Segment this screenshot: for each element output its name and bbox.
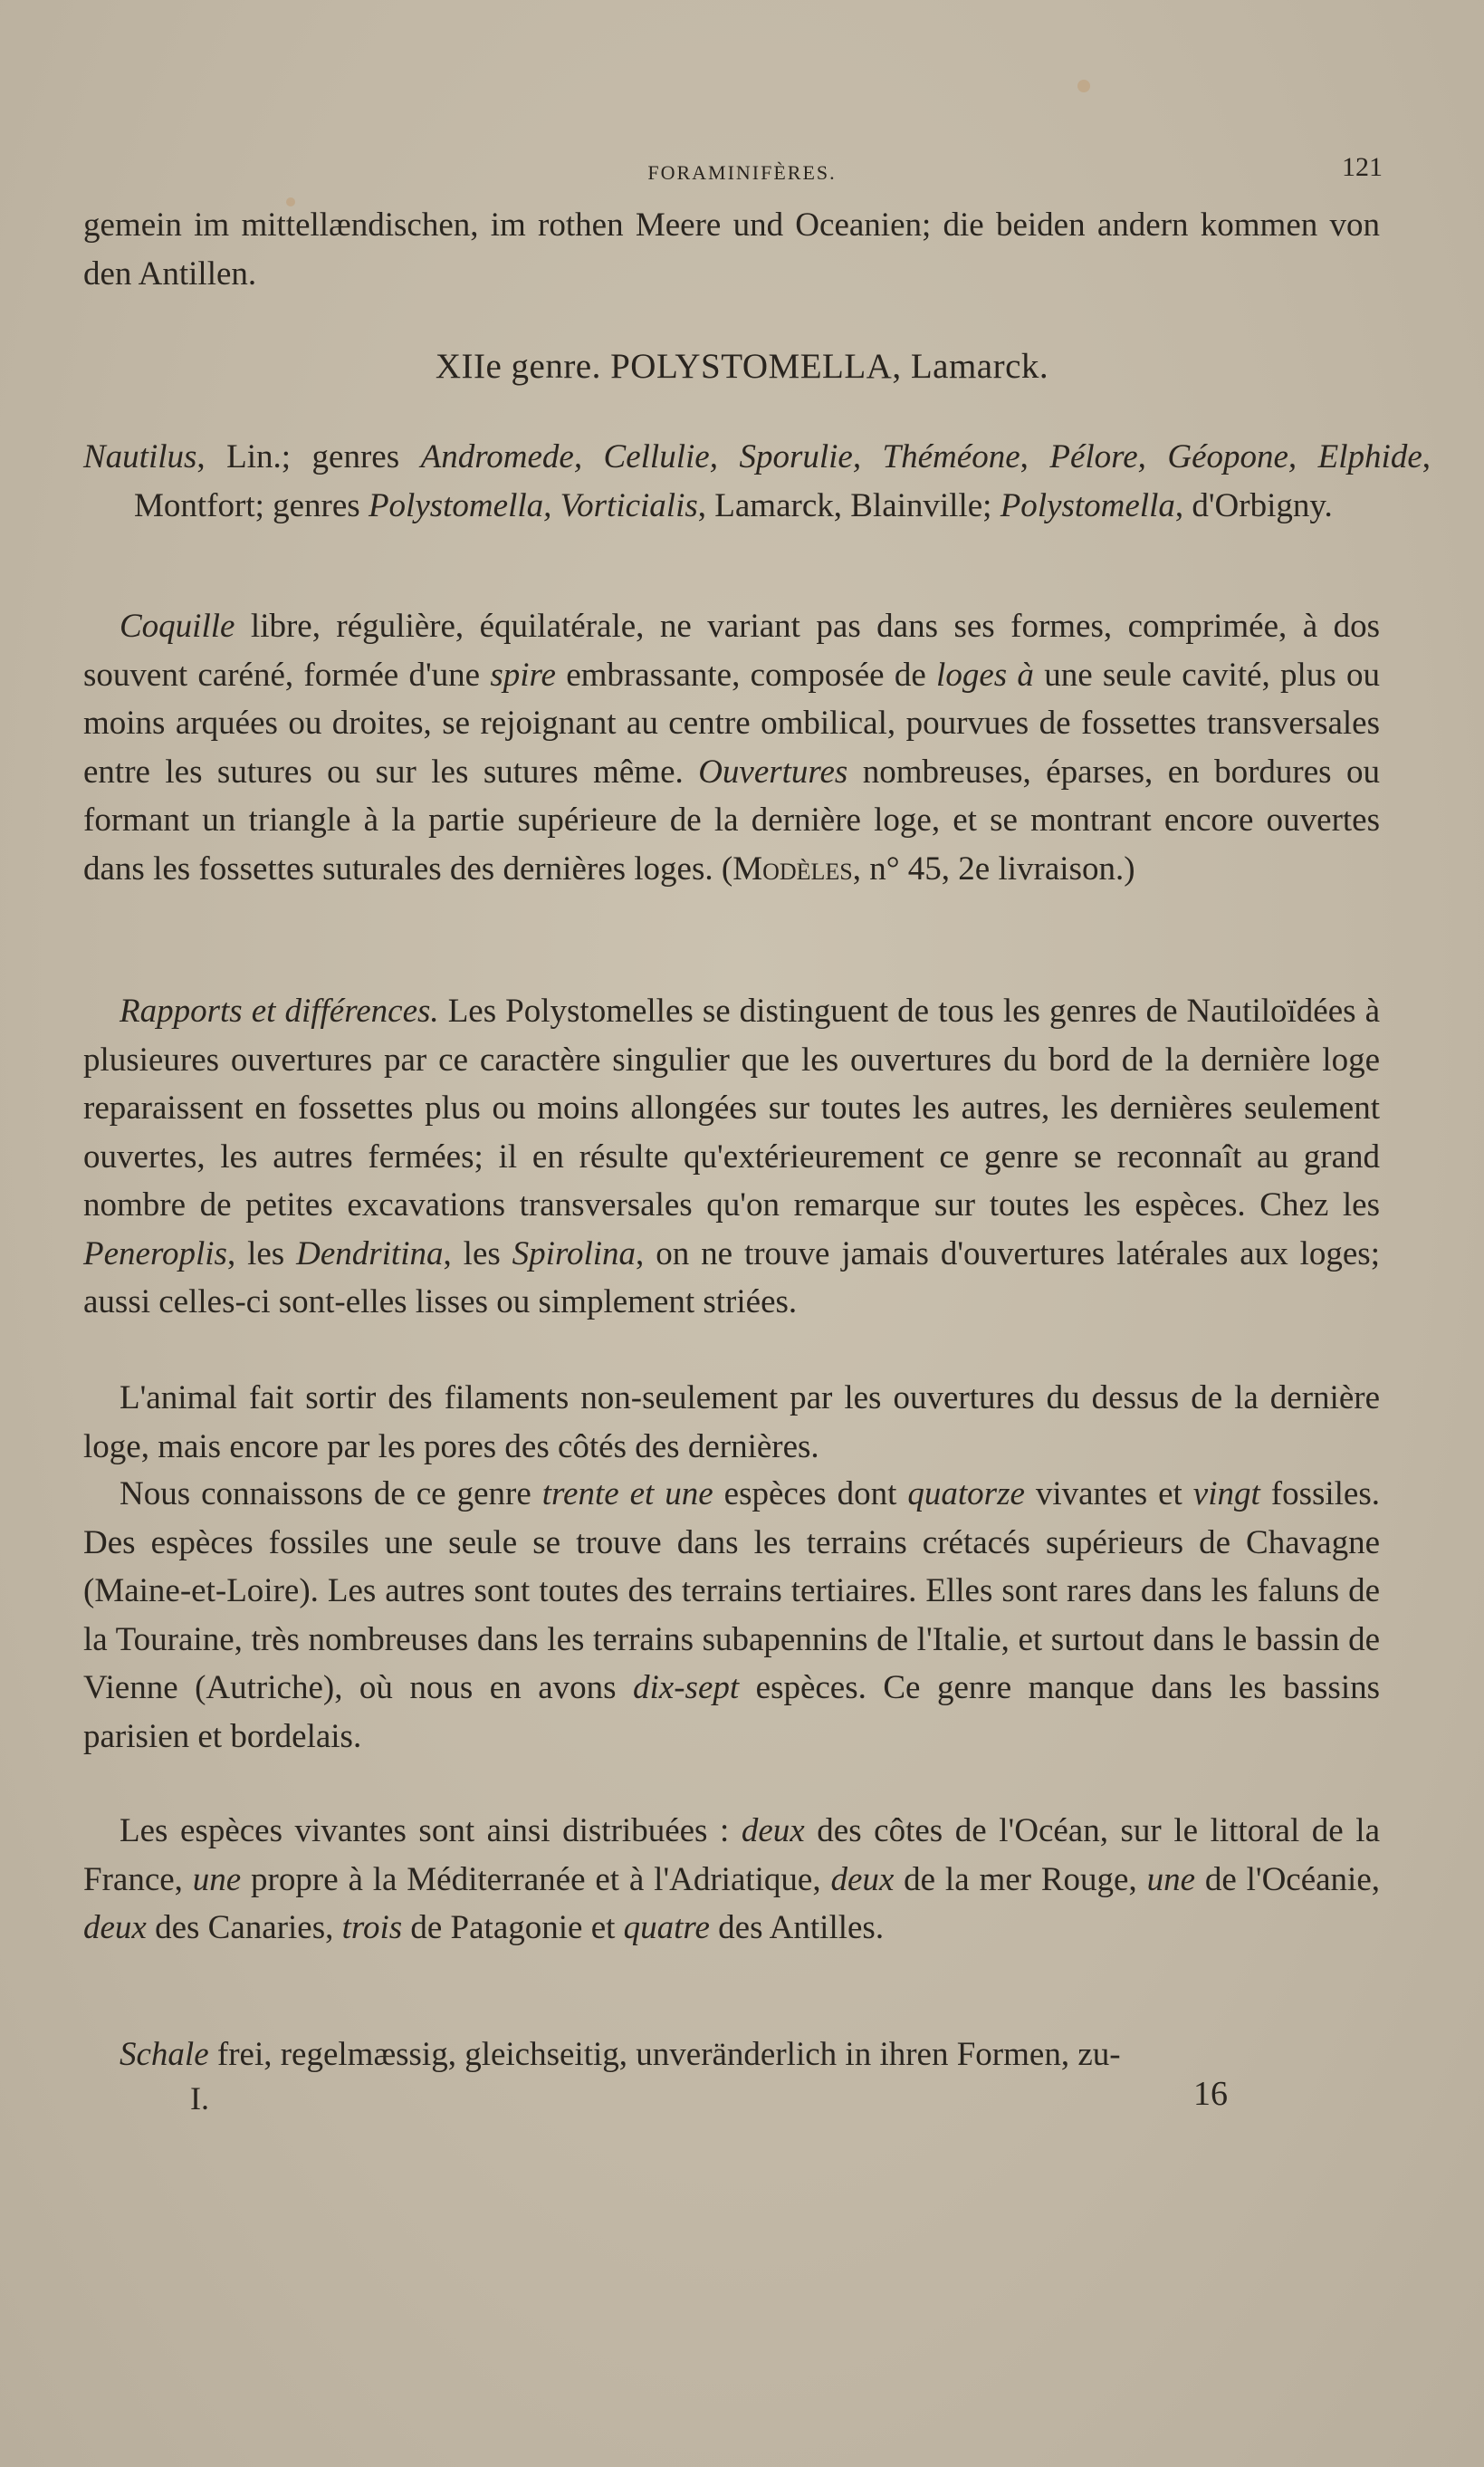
continuation-paragraph [83,201,1380,298]
german-paragraph: Schale frei, regelmæssig, gleichseitig, unveränderlich in ihren Formen, zu- [120,2036,1121,2073]
page-number: 121 [1342,152,1383,182]
gathering-number: 16 [1193,2075,1228,2113]
species-paragraph: Nous connaissons de ce genre trente et une espèces dont quatorze vivantes et vingt fossiles. Des espèces fossiles une seule se trouve dans les terrains crétacés supérieurs de Chavagne (Maine-et-Loire). Les autres sont toutes des terrains tertiaires. Elles sont rares dans les faluns de la Touraine, très nombreuses dans les terrains subapennins de l'Italie, et surtout dans le bassin de Vienne (Autriche), où nous en avons dix-sept espèces. Ce genre manque dans les bassins parisien et bordelais. [83,1475,1381,1755]
rapports-paragraph: Rapports et différences. Les Polystomelles se distinguent de tous les genres de Nautiloïdées à plusieures ouvertures par ce caractère singulier que les ouvertures du bord de la dernière loge reparaissent en fossettes plus ou moins allongées sur toutes les autres, les dernières seulement ouvertes, les autres fermées; il en résulte qu'extérieurement ce genre se reconnaît au grand nombre de petites excavations transversales qu'on remarque sur toutes les espèces. Chez les Peneroplis, les Dendritina, les Spirolina, on ne trouve jamais d'ouvertures latérales aux loges; aussi celles-ci sont-elles lisses ou simplement striées. [83,993,1381,1320]
genus-heading: XIIe genre. POLYSTOMELLA, Lamarck. [435,347,1049,386]
foxing-spot [286,197,295,206]
continuation-line-2: andern kommen von den Antillen. [83,206,1380,293]
description-paragraph: Coquille libre, régulière, équilatérale, ne variant pas dans ses formes, comprimée, à dos souvent caréné, formée d'une spire embrassante, composée de loges à une seule cavité, plus ou moins arquées ou droites, se rejoignant au centre ombilical, pourvues de fossettes transversales entre les sutures ou sur les sutures même. Ouvertures nombreuses, éparses, en bordures ou formant un triangle à la partie supérieure de la dernière loge, et se montrant encore ouvertes dans les fossettes suturales des dernières loges. (Modèles, n° 45, 2e livraison.) [83,608,1380,888]
foxing-spot [1077,80,1090,92]
signature-mark: I. [190,2080,209,2117]
animal-paragraph: L'animal fait sortir des filaments non-seulement par les ouvertures du dessus de la dernière loge, mais encore par les pores des côtés des dernières. [83,1379,1380,1465]
distribution-paragraph: Les espèces vivantes sont ainsi distribuées : deux des côtes de l'Océan, sur le littoral de la France, une propre à la Méditerranée et à l'Adriatique, deux de la mer Rouge, une de l'Océanie, deux des Canaries, trois de Patagonie et quatre des Antilles. [83,1812,1381,1946]
continuation-line-1: gemein im mittellændischen, im rothen Meere und Oceanien; die beiden [83,206,1086,244]
running-title: FORAMINIFÈRES. [647,161,837,184]
synonymy-paragraph: Nautilus, Lin.; genres Andromede, Cellulie, Sporulie, Théméone, Pélore, Géopone, Elphide, Montfort; genres Polystomella, Vorticialis, Lamarck, Blainville; Polystomella, d'Orbigny. [83,438,1431,524]
